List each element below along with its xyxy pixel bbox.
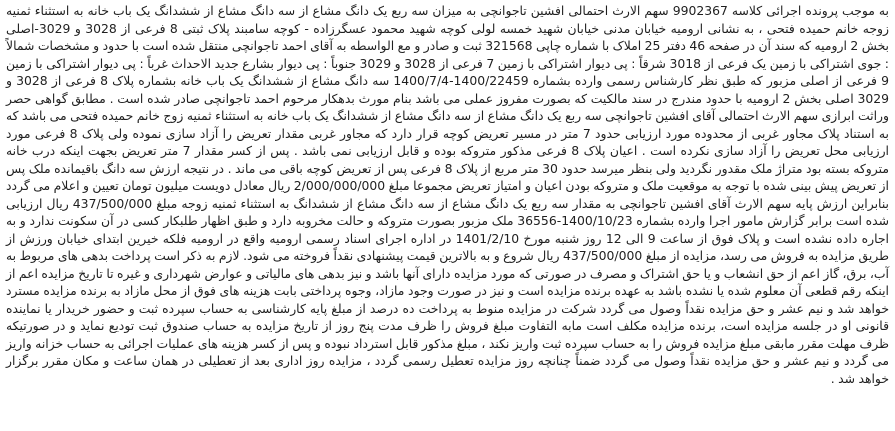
- auction-notice-text: به موجب پرونده اجرائی کلاسه 9902367 سهم الارث احتمالی افشین تاجوانچی به میزان سه ربع یک دانگ مشاع از سه دانگ مشاع از ششدانگ یک باب خانه به استثناء ثمنیه زوجه خانم حمیده فتحی ، به نشانی ارومیه خیابان مدنی خیابان شهید خمسه لولی کوچه شهید محمود عسگرزاده - کوچه سامبند پلاک ثبتی 8 فرعی از 3028 و 3029-اصلی بخش 2 ارومیه که سند آن در صفحه 46 دفتر 25 املاک با شماره چاپی 321568 ثبت و صادر و مع الواسطه به آقای احمد تاجوانچی منتقل شده است با حدود و مشخصات شمالاً : جوی اشتراکی با زمین یک فرعی از 3018 شرقاً : پی دیوار اشتراکی با زمین 7 فرعی از 3028 و 3029 جنوباً : پی دیوار بشارع جدید الاحداث غرباً : پی دیوار اشتراکی با زمین 9 فرعی از اصلی مزبور که طبق نظر کارشناس رسمی وارده بشماره 1400/22459-1400/7/4 سه دانگ مشاع از ششدانگ یک باب خانه بشماره پلاک 8 فرعی از 3028 و 3029 اصلی بخش 2 ارومیه با حدود مندرج در سند مالکیت که بصورت مفروز عملی می باشد بنام مورث بدهکار مرحوم احمد تاجوانچی صادر شده است . مطابق گواهی حصر وراثت ابرازی سهم الارث احتمالی آقای افشین تاجوانچی سه ربع یک دانگ مشاع از سه دانگ مشاع از ششدانگ یک باب خانه به استثناء ثمنیه زوج خانم حمیده فتحی می باشد که به استناد پلاک مجاور غربی از محدوده مورد ارزیابی حدود 7 متر در مسیر تعریض کوچه قرار دارد که مجاور غربی مقدار تعریض را آزاد سازی نموده ولی پلاک 8 فرعی مورد ارزیابی محل تعریض را آزاد سازی نکرده است . اعیان پلاک 8 فرعی مذکور متروکه بوده و قابل ارزیابی نمی باشد . پس از کسر مقدار 7 متر تعریض بجهت اینکه درب خانه متروکه بسته بود متراژ ملک مقدور نگردید ولی بنظر میرسد حدود 30 متر مربع از پلاک 8 فرعی پس از تعریض کوچه باقی می ماند . در نتیجه ارزش سه دانگ باقیمانده ملک پس از تعریض پیش بینی شده با توجه به موقعیت ملک و متروکه بودن اعیان و امتیاز تعریض مجموعا مبلغ 2/000/000/000 ریال معادل دویست میلیون تومان تعیین و اعلام می گردد بنابراین ارزش پایه سهم الارث آقای افشین تاجوانچی به مقدار سه ربع یک دانگ مشاع از سه دانگ مشاع از ششدانگ به استثناء ثمنیه زوجه مبلغ 437/500/000 ریال ارزیابی شده است برابر گزارش مامور اجرا وارده بشماره 1400/10/23-36556 ملک مزبور بصورت متروکه و حالت مخروبه دارد و طبق اظهار طلبکار کسی در آن سکونت ندارد و به اجاره داده نشده است و پلاک فوق از ساعت 9 الی 12 روز شنبه مورخ 1401/2/10 در اداره اجرای اسناد رسمی ارومیه واقع در ارومیه فلکه خیرین ابتدای خیابان ورزش از طریق مزایده به فروش می رسد، مزایده از مبلغ 437/500/000 ریال شروع و به بالاترین قیمت پیشنهادی نقداً فروخته می شود. لازم به ذکر است پرداخت بدهی های مربوط به آب، برق، گاز اعم از حق انشعاب و یا حق اشتراک و مصرف در صورتی که مورد مزایده دارای آنها باشد و نیز بدهی های مالیاتی و عوارض شهرداری و غیره تا تاریخ مزایده اعم از اینکه رقم قطعی آن معلوم شده یا نشده باشد به عهده برنده مزایده است و نیز در صورت وجود مازاد، وجوه پرداختی بابت هزینه های فوق از محل مازاد به برنده مزایده مسترد خواهد شد و نیم عشر و حق مزایده نقداً وصول می گردد شرکت در مزایده منوط به پرداخت ده درصد از مبلغ پایه کارشناسی به حساب سپرده ثبت و حضور خریدار یا نماینده قانونی او در جلسه مزایده است، برنده مزایده مکلف است مابه التفاوت مبلغ فروش را ظرف مدت پنج روز از تاریخ مزایده به حساب صندوق ثبت تودیع نماید و در صورتیکه ظرف مهلت مقرر مابقی مبلغ مزایده فروش را به حساب سپرده ثبت واریز نکند ، مبلغ مذکور قابل استرداد نبوده و پس از کسر هزینه های عملیات اجرائی به حساب خزانه واریز می گردد و نیم عشر و حق مزایده نقداً وصول می گردد ضمناً چنانچه روز مزایده تعطیل رسمی گردد ، مزایده روز اداری بعد از تعطیلی در همان ساعت و مکان مقرر برگزار خواهد شد .: [6, 3, 890, 386]
